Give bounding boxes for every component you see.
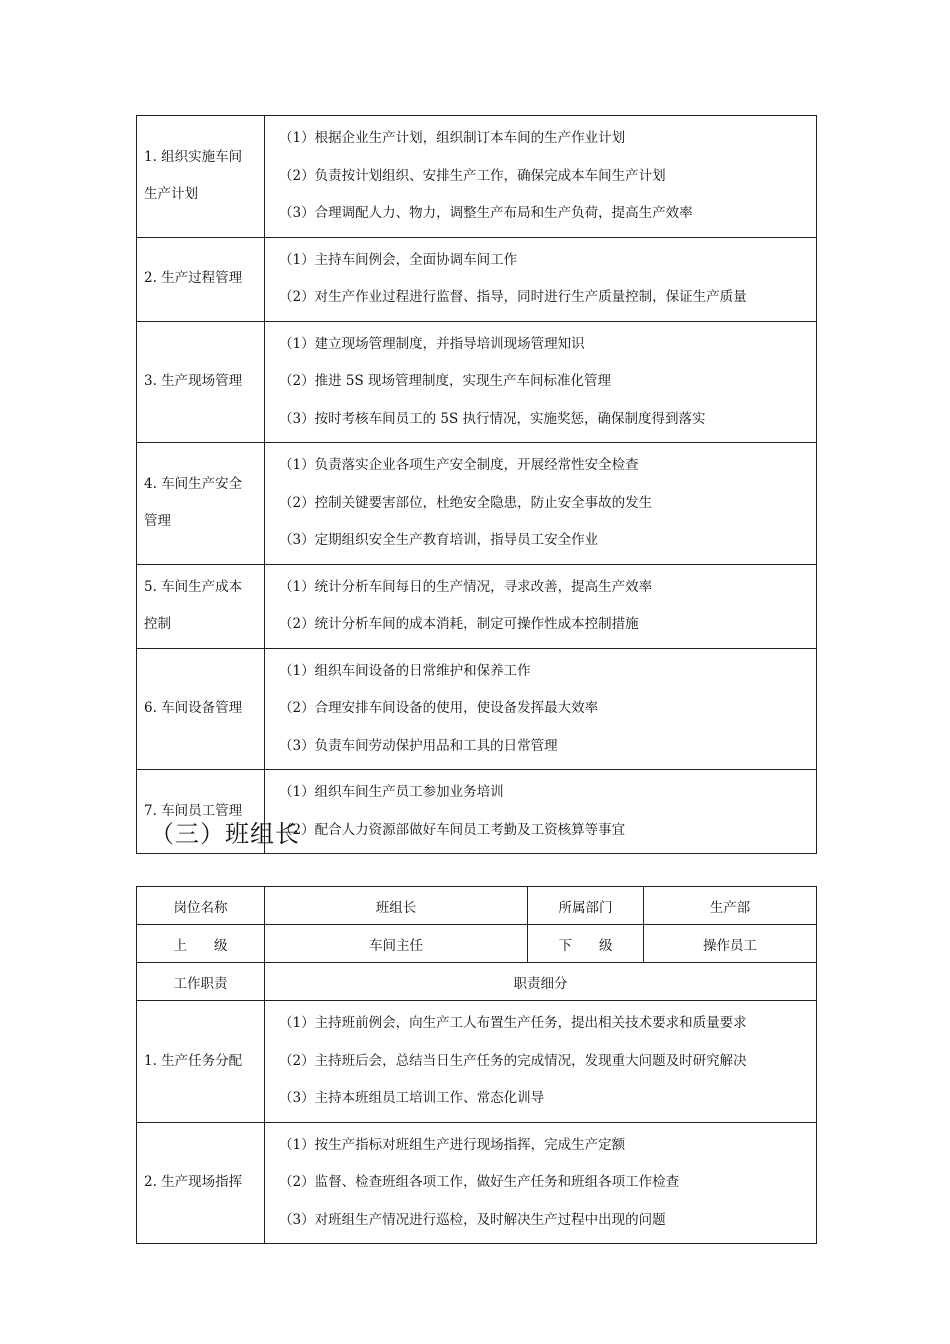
duty-category <box>137 443 265 565</box>
duty-item: （3）对班组生产情况进行巡检，及时解决生产过程中出现的问题 <box>279 1211 666 1228</box>
duty-item: （2）统计分析车间的成本消耗，制定可操作性成本控制措施 <box>279 616 639 632</box>
duty-items <box>265 1122 817 1244</box>
department-value: 生产部 <box>644 887 817 925</box>
duty-item: （1）主持车间例会，全面协调车间工作 <box>279 251 518 268</box>
table-row <box>137 443 817 565</box>
duty-item: （2）配合人力资源部做好车间员工考勤及工资核算等事宜 <box>279 821 626 838</box>
table-row <box>137 648 817 770</box>
duty-item: （3）定期组织安全生产教育培训，指导员工安全作业 <box>279 532 599 548</box>
workshop-duties-table <box>136 115 817 854</box>
table-row <box>137 1122 817 1244</box>
duty-items <box>265 770 817 854</box>
duty-category <box>137 564 265 648</box>
duty-items <box>265 116 817 238</box>
duty-item: （2）控制关键要害部位，杜绝安全隐患，防止安全事故的发生 <box>279 494 653 511</box>
table-row <box>137 116 817 238</box>
team-leader-table <box>136 886 817 1244</box>
duty-item: （3）负责车间劳动保护用品和工具的日常管理 <box>279 737 558 754</box>
duty-item: （1）建立现场管理制度，并指导培训现场管理知识 <box>279 335 585 352</box>
duty-category <box>137 321 265 443</box>
table-row <box>137 237 817 321</box>
table-row <box>137 1001 817 1123</box>
duty-category <box>137 648 265 770</box>
duty-item: （2）合理安排车间设备的使用，使设备发挥最大效率 <box>279 700 599 716</box>
duty-category-line: 4. 车间生产安全 <box>144 475 243 492</box>
duty-item: （3）按时考核车间员工的 5S 执行情况，实施奖惩，确保制度得到落实 <box>279 410 706 427</box>
duty-item: （1）根据企业生产计划，组织制订本车间的生产作业计划 <box>279 130 626 146</box>
duty-category <box>137 237 265 321</box>
duty-item: （1）负责落实企业各项生产安全制度，开展经常性安全检查 <box>279 457 639 473</box>
duty-category: 2. 生产现场指挥 <box>137 1122 265 1244</box>
duty-item: （2）主持班后会，总结当日生产任务的完成情况，发现重大问题及时研究解决 <box>279 1052 747 1069</box>
duty-item: （1）统计分析车间每日的生产情况，寻求改善，提高生产效率 <box>279 578 653 595</box>
duty-items <box>265 1001 817 1123</box>
section-title: （三）班组长 <box>150 820 300 848</box>
duty-item: （2）负责按计划组织、安排生产工作，确保完成本车间生产计划 <box>279 167 666 184</box>
duty-items <box>265 648 817 770</box>
duty-category-line: 2. 生产过程管理 <box>144 270 243 287</box>
duty-item: （1）组织车间生产员工参加业务培训 <box>279 784 504 800</box>
duty-item: （3）主持本班组员工培训工作、常态化训导 <box>279 1090 545 1106</box>
duty-item: （1）组织车间设备的日常维护和保养工作 <box>279 662 531 679</box>
superior-label: 上 级 <box>137 925 265 963</box>
duty-item: （2）推进 5S 现场管理制度，实现生产车间标准化管理 <box>279 373 612 389</box>
duty-label: 工作职责 <box>137 963 265 1001</box>
duty-item: （2）监督、检查班组各项工作，做好生产任务和班组各项工作检查 <box>279 1174 680 1190</box>
duty-item: （1）按生产指标对班组生产进行现场指挥，完成生产定额 <box>279 1136 626 1153</box>
duty-item: （3）合理调配人力、物力，调整生产布局和生产负荷，提高生产效率 <box>279 205 693 221</box>
duty-category-line: 生产计划 <box>144 186 198 203</box>
subordinate-value: 操作员工 <box>644 925 817 963</box>
duty-category-line: 管理 <box>144 513 171 530</box>
duty-category-line: 5. 车间生产成本 <box>144 578 243 595</box>
duty-detail-label: 职责细分 <box>265 963 817 1001</box>
subordinate-label: 下 级 <box>528 925 644 963</box>
duty-item: （1）主持班前例会，向生产工人布置生产任务，提出相关技术要求和质量要求 <box>279 1015 747 1031</box>
duty-items <box>265 321 817 443</box>
table-row <box>137 564 817 648</box>
duty-category-line: 6. 车间设备管理 <box>144 700 243 716</box>
duty-items <box>265 237 817 321</box>
department-label: 所属部门 <box>528 887 644 925</box>
duty-items <box>265 564 817 648</box>
duty-category-line: 3. 生产现场管理 <box>144 373 243 389</box>
position-name-label: 岗位名称 <box>137 887 265 925</box>
duty-items <box>265 443 817 565</box>
duty-category-line: 7. 车间员工管理 <box>144 802 243 819</box>
superior-value: 车间主任 <box>265 925 528 963</box>
duty-category: 1. 生产任务分配 <box>137 1001 265 1123</box>
position-name-value: 班组长 <box>265 887 528 925</box>
duty-category <box>137 116 265 238</box>
table-row <box>137 321 817 443</box>
duty-category-line: 控制 <box>144 616 171 632</box>
duty-item: （2）对生产作业过程进行监督、指导，同时进行生产质量控制，保证生产质量 <box>279 289 747 305</box>
duty-category-line: 1. 组织实施车间 <box>144 148 243 165</box>
